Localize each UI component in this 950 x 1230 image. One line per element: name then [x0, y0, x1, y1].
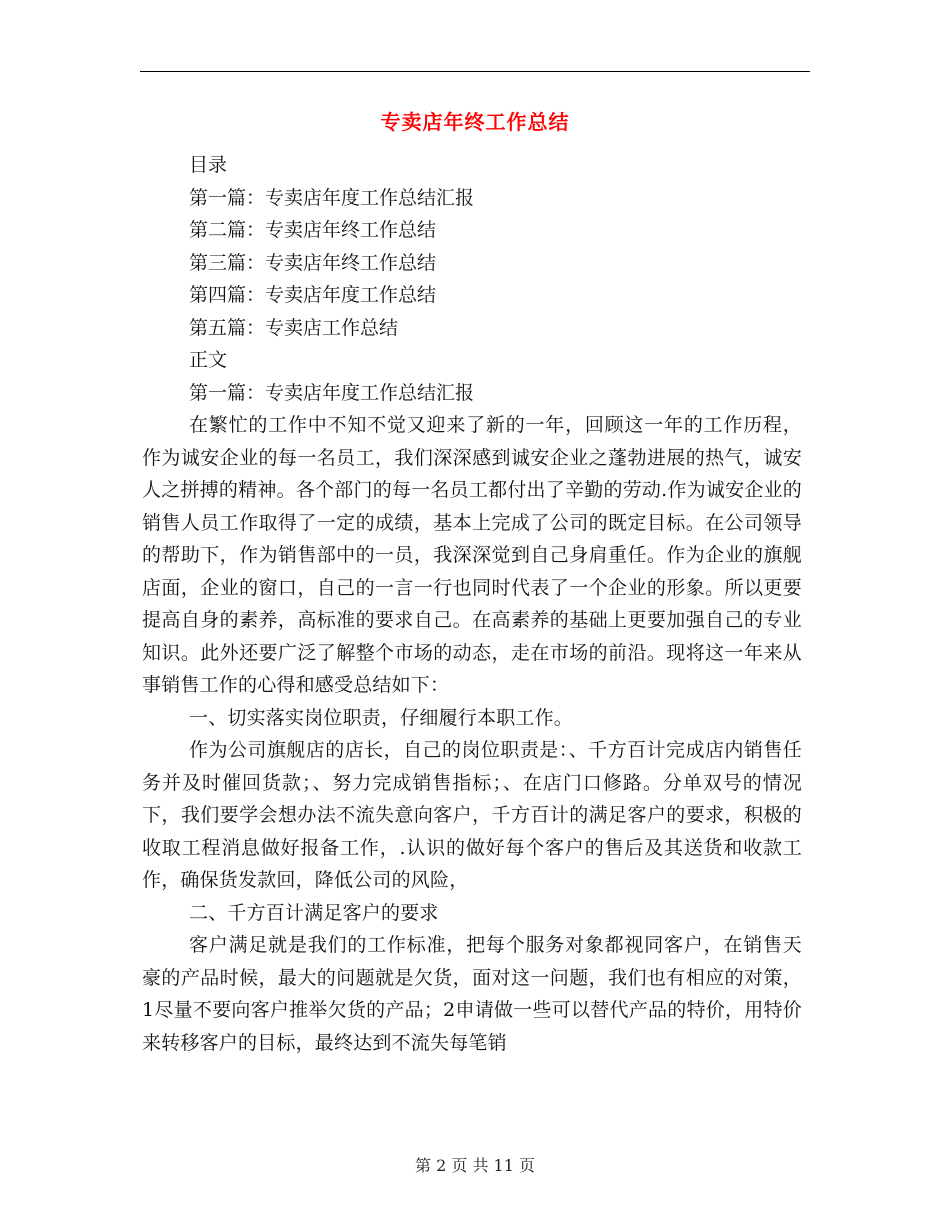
document-body	[142, 149, 802, 1059]
toc-item: 第四篇：专卖店年度工作总结	[189, 284, 437, 306]
subheading-1: 一、切实落实岗位职责，仔细履行本职工作。	[189, 706, 574, 729]
header-rule	[140, 71, 810, 72]
toc-item: 第三篇：专卖店年终工作总结	[189, 251, 437, 274]
toc-item: 第五篇：专卖店工作总结	[189, 316, 399, 339]
page-number: 第 2 页 共 11 页	[415, 1156, 535, 1175]
toc-heading: 目录	[189, 154, 228, 176]
paragraph-duties: 作为公司旗舰店的店长，自己的岗位职责是：、千方百计完成店内销售任务并及时催回货款；、努力完成销售指标；、在店门口修路。分单双号的情况下，我们要学会想办法不流失意向客户，千方百计的满足客户的要求，积极的收取工程消息做好报备工作，.认识的做好每个客户的售后及其送货和收款工作，确保货发款回，降低公司的风险，	[142, 739, 802, 891]
paragraph-customers: 客户满足就是我们的工作标准，把每个服务对象都视同客户，在销售天豪的产品时候，最大的问题就是欠货，面对这一问题，我们也有相应的对策，1尽量不要向客户推举欠货的产品；2申请做一些可以替代产品的特价，用特价来转移客户的目标，最终达到不流失每笔销	[142, 934, 802, 1054]
section-title: 第一篇：专卖店年度工作总结汇报	[189, 381, 475, 404]
toc-item: 第一篇：专卖店年度工作总结汇报	[189, 186, 475, 209]
paragraph-intro: 在繁忙的工作中不知不觉又迎来了新的一年，回顾这一年的工作历程，作为诚安企业的每一名员工，我们深深感到诚安企业之蓬勃进展的热气，诚安人之拼搏的精神。各个部门的每一名员工都付出了辛勤的劳动.作为诚安企业的销售人员工作取得了一定的成绩，基本上完成了公司的既定目标。在公司领导的帮助下，作为销售部中的一员，我深深觉到自己身肩重任。作为企业的旗舰店面，企业的窗口，自己的一言一行也同时代表了一个企业的形象。所以更要提高自身的素养，高标准的要求自己。在高素养的基础上更要加强自己的专业知识。此外还要广泛了解整个市场的动态，走在市场的前沿。现将这一年来从事销售工作的心得和感受总结如下：	[142, 414, 802, 696]
subheading-2: 二、千方百计满足客户的要求	[189, 901, 439, 924]
toc-item: 第二篇：专卖店年终工作总结	[189, 219, 437, 241]
body-heading: 正文	[189, 349, 228, 371]
document-title: 专卖店年终工作总结	[380, 110, 570, 134]
